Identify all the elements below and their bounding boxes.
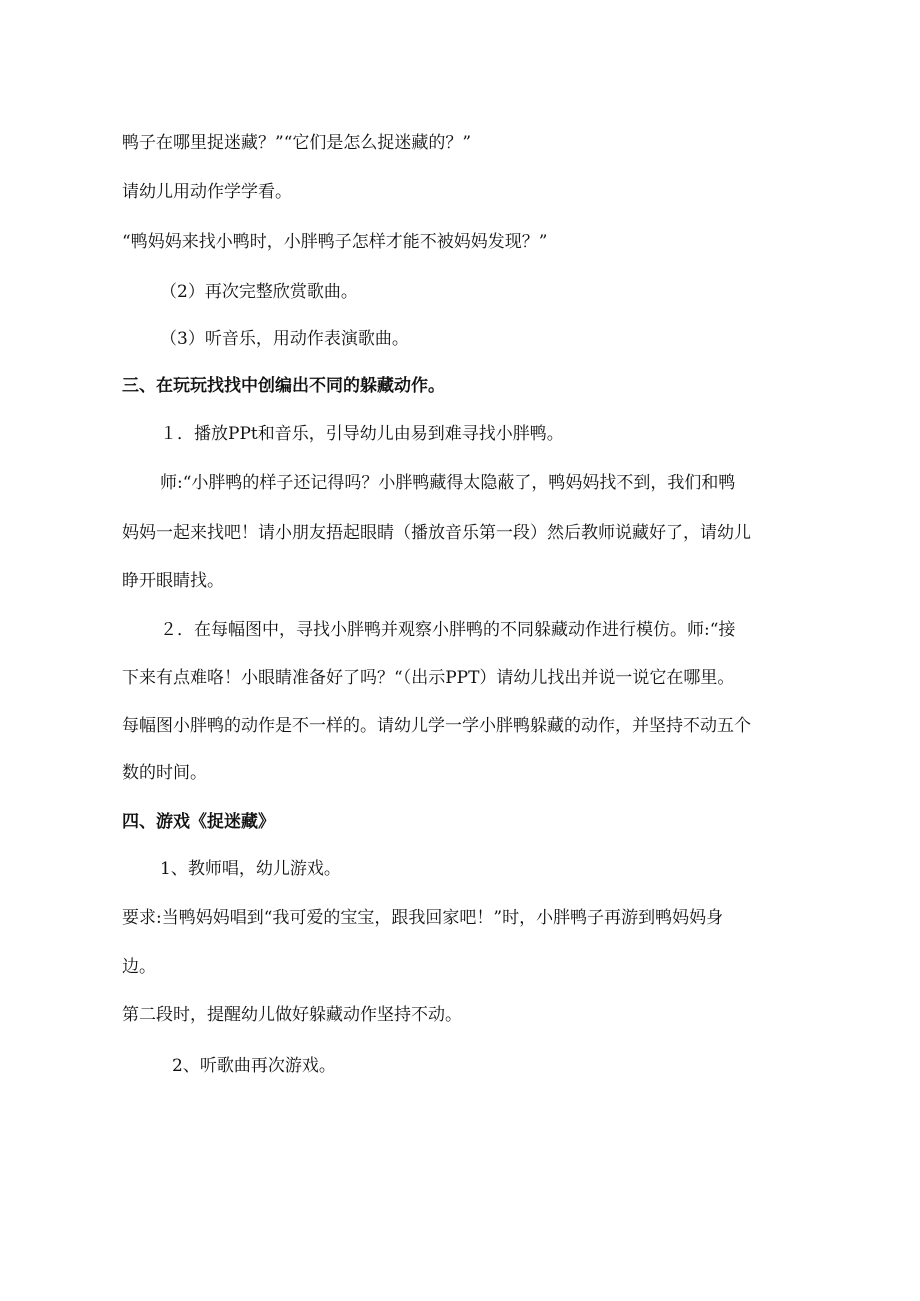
text-line-11: ２．在每幅图中，寻找小胖鸭并观察小胖鸭的不同躲藏动作进行模仿。师:“接 [160,620,736,640]
text-line-16: 1、教师唱，幼儿游戏。 [160,859,341,879]
text-line-9: 妈妈一起来找吧！请小朋友捂起眼睛（播放音乐第一段）然后教师说藏好了，请幼儿 [122,523,751,543]
text-line-2: 请幼儿用动作学学看。 [122,182,292,202]
text-line-10: 睁开眼睛找。 [122,571,224,591]
text-line-18: 边。 [122,957,156,977]
text-line-5: （3）听音乐，用动作表演歌曲。 [160,329,409,349]
text-line-3: “鸭妈妈来找小鸭时，小胖鸭子怎样才能不被妈妈发现？” [122,232,548,252]
text-line-19: 第二段时，提醒幼儿做好躲藏动作坚持不动。 [122,1005,462,1025]
section-heading-4: 四、游戏《捉迷藏》 [122,812,275,832]
text-line-20: 2、听歌曲再次游戏。 [172,1056,336,1076]
text-line-7: １．播放PPt和音乐，引导幼儿由易到难寻找小胖鸭。 [160,424,564,444]
text-line-8: 师:“小胖鸭的样子还记得吗？小胖鸭藏得太隐蔽了，鸭妈妈找不到，我们和鸭 [160,473,736,493]
text-line-12: 下来有点难咯！小眼睛准备好了吗？“（出示PPT）请幼儿找出并说一说它在哪里。 [122,668,735,688]
text-line-4: （2）再次完整欣赏歌曲。 [160,282,358,302]
text-line-13: 每幅图小胖鸭的动作是不一样的。请幼儿学一学小胖鸭躲藏的动作，并坚持不动五个 [122,716,751,736]
section-heading-3: 三、在玩玩找找中创编出不同的躲藏动作。 [122,376,445,396]
text-line-17: 要求:当鸭妈妈唱到“我可爱的宝宝，跟我回家吧！”时，小胖鸭子再游到鸭妈妈身 [122,908,724,928]
text-line-14: 数的时间。 [122,763,207,783]
text-line-1: 鸭子在哪里捉迷藏？”“它们是怎么捉迷藏的？” [122,133,472,153]
